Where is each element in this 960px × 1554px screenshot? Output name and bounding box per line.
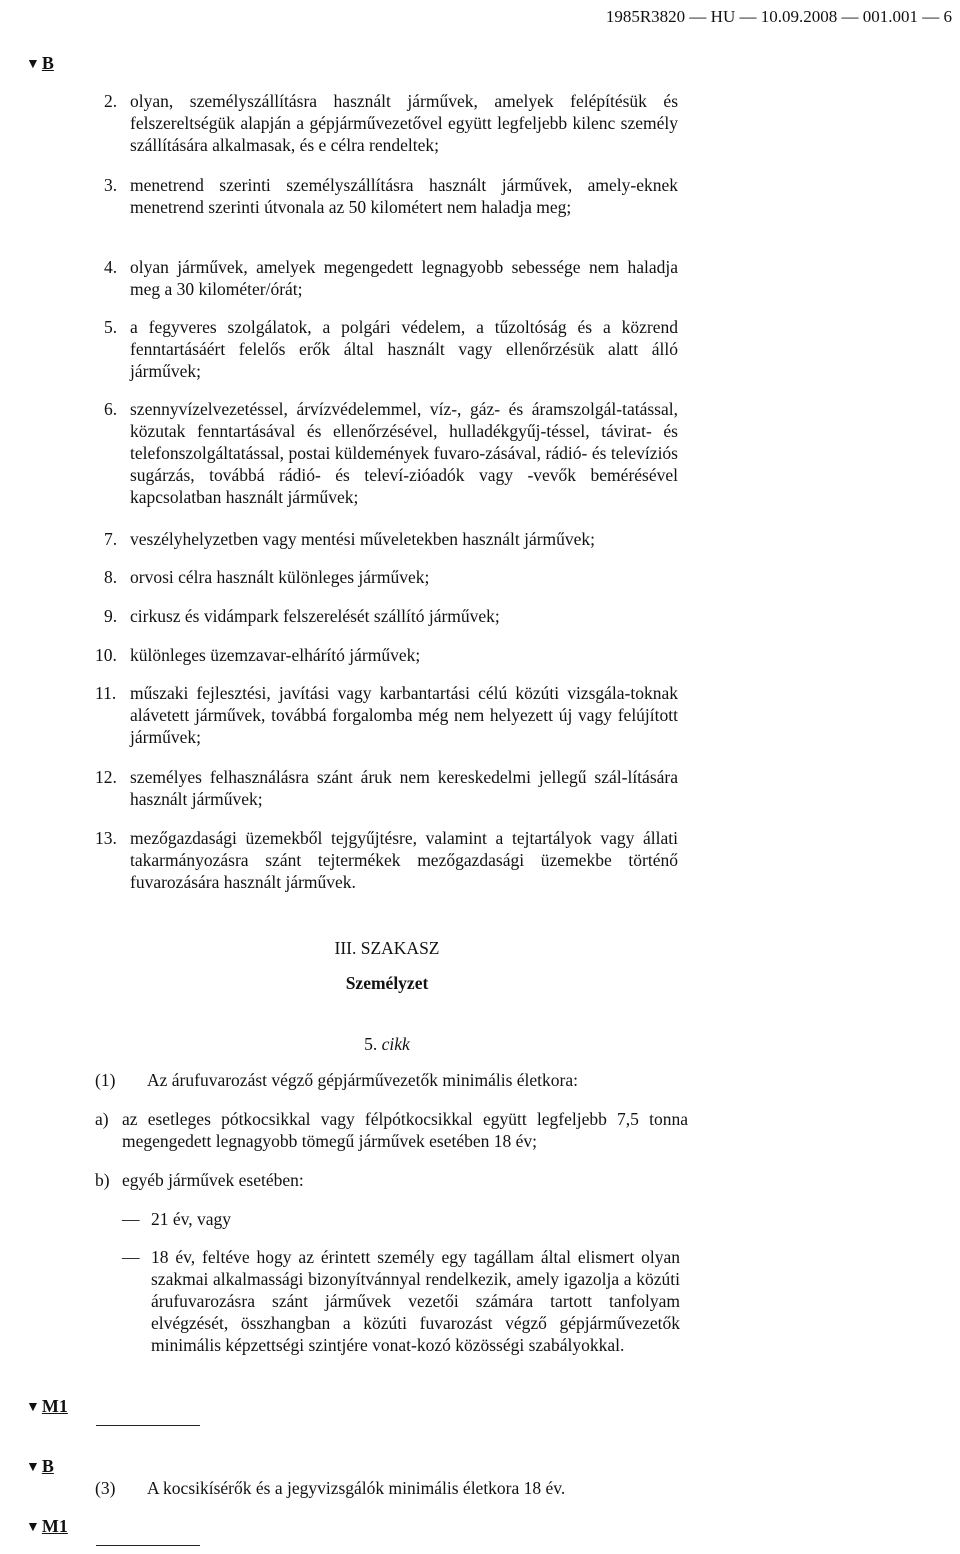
omitted-text-rule — [96, 1545, 200, 1546]
list-item: 12. személyes felhasználásra szánt áruk nem kereskedelmi jellegű szál-lítására használt járművek; — [95, 767, 678, 809]
list-item: 5. a fegyveres szolgálatok, a polgári védelem, a tűzoltóság és a közrend fenntartásáért felelős erők által használt vagy ellenőrzésük alatt álló járművek; — [104, 317, 678, 381]
amendment-marker-b[interactable]: ▼ B — [26, 52, 54, 76]
page-header: 1985R3820 — HU — 10.09.2008 — 001.001 — 6 — [605, 7, 952, 26]
triangle-down-icon: ▼ — [26, 1520, 40, 1535]
list-item: 2. olyan, személyszállításra használt járművek, amelyek felépítésük és felszereltségük alapján a gépjárművezetővel együtt legfeljebb kilenc személy szállítására alkalmasak, és e célra rendeltek; — [104, 91, 678, 155]
list-item: 13. mezőgazdasági üzemekből tejgyűjtésre, valamint a tejtartályok vagy állati takarmányozásra szánt tejtermékek mezőgazdasági üzemekbe történő fuvarozására használt járművek. — [95, 828, 678, 892]
list-item: 10. különleges üzemzavar-elhárító járművek; — [95, 645, 421, 665]
section-subtitle: Személyzet — [345, 973, 429, 993]
amendment-marker-b[interactable]: ▼ B — [26, 1455, 54, 1479]
paragraph: (3) A kocsikísérők és a jegyvizsgálók minimális életkora 18 év. — [95, 1478, 566, 1498]
triangle-down-icon: ▼ — [26, 1460, 40, 1475]
section-title: III. SZAKASZ — [334, 938, 440, 958]
dash-item: — 18 év, feltéve hogy az érintett személy egy tagállam által elismert olyan szakmai alkalmassági bizonyítvánnyal rendelkezik, amely igazolja a közúti árufuvarozásra szánt járművek vezetői számára tartott tanfolyam elvégzését, összhangban a közúti fuvarozást végző gépjárművezetők minimális képzettségi szintjére vonat-kozó közösségi szabályokkal. — [122, 1247, 680, 1355]
list-item: 9. cirkusz és vidámpark felszerelését szállító járművek; — [104, 606, 500, 626]
paragraph: (1) Az árufuvarozást végző gépjárművezetők minimális életkora: — [95, 1070, 579, 1090]
list-item: 3. menetrend szerinti személyszállításra használt járművek, amely-eknek menetrend szerinti útvonala az 50 kilométert nem haladja meg; — [104, 175, 678, 217]
list-item: 4. olyan járművek, amelyek megengedett legnagyobb sebessége nem haladja meg a 30 kilométer/órát; — [104, 257, 678, 299]
triangle-down-icon: ▼ — [26, 57, 40, 72]
sub-item: a) az esetleges pótkocsikkal vagy félpótkocsikkal együtt legfeljebb 7,5 tonna megengedett legnagyobb tömegű járművek esetében 18 év; — [95, 1109, 688, 1151]
omitted-text-rule — [96, 1425, 200, 1426]
list-item: 11. műszaki fejlesztési, javítási vagy karbantartási célú közúti vizsgála-toknak alávetett járművek, továbbá forgalomba még nem helyezett új vagy felújított járművek; — [95, 683, 678, 747]
amendment-marker-m1[interactable]: ▼ M1 — [26, 1515, 68, 1539]
list-item: 6. szennyvízelvezetéssel, árvízvédelemmel, víz-, gáz- és áramszolgál-tatással, közutak fenntartásával és ellenőrzésével, hulladékgyűj-téssel, távirat- és telefonszolgáltatással, postai küldemények fuvaro-zásával, rádió- és televíziós sugárzás, továbbá rádió- és televí-zióadók vagy -vevők bemérésével kapcsolatban használt járművek; — [104, 399, 678, 507]
list-item: 7. veszélyhelyzetben vagy mentési műveletekben használt járművek; — [104, 529, 596, 549]
triangle-down-icon: ▼ — [26, 1400, 40, 1415]
dash-item: — 21 év, vagy — [122, 1209, 232, 1229]
article-heading: 5. cikk — [364, 1034, 410, 1054]
amendment-marker-m1[interactable]: ▼ M1 — [26, 1395, 68, 1419]
sub-item: b) egyéb járművek esetében: — [95, 1170, 304, 1190]
list-item: 8. orvosi célra használt különleges járművek; — [104, 567, 430, 587]
